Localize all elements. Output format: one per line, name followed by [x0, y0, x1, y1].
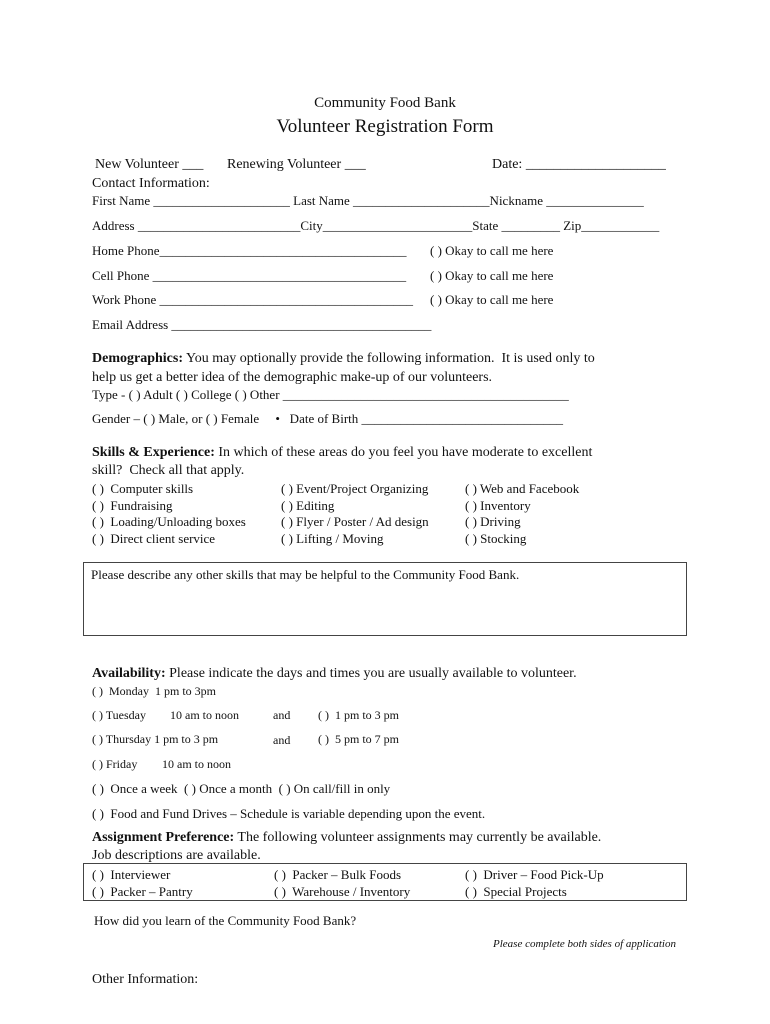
- footer-note: Please complete both sides of application: [493, 938, 676, 950]
- demographics-text-1: You may optionally provide the following information. It is used only to: [183, 351, 595, 366]
- work-phone-field[interactable]: Work Phone _______________________________________: [92, 292, 414, 307]
- skill-option[interactable]: ( ) Direct client service: [92, 531, 216, 546]
- tuesday-option[interactable]: ( ) Tuesday: [92, 708, 147, 722]
- skill-option[interactable]: ( ) Editing: [281, 498, 335, 513]
- tuesday-and: and: [273, 708, 291, 722]
- org-name: Community Food Bank: [314, 95, 456, 111]
- email-field[interactable]: Email Address ________________________________________: [92, 317, 432, 332]
- renewing-volunteer-field[interactable]: Renewing Volunteer ___: [227, 157, 366, 172]
- assignment-option[interactable]: ( ) Packer – Bulk Foods: [274, 867, 402, 882]
- gender-dob-field[interactable]: Gender – ( ) Male, or ( ) Female • Date of Birth _______________________________: [92, 411, 564, 426]
- skill-option[interactable]: ( ) Flyer / Poster / Ad design: [281, 514, 429, 529]
- assignment-option[interactable]: ( ) Driver – Food Pick-Up: [465, 867, 604, 882]
- assignment-box: [83, 863, 687, 901]
- assignment-option[interactable]: ( ) Packer – Pantry: [92, 884, 193, 899]
- thursday-and: and: [273, 733, 291, 747]
- skill-option[interactable]: ( ) Driving: [465, 514, 521, 529]
- friday-option[interactable]: ( ) Friday: [92, 757, 138, 771]
- skill-option[interactable]: ( ) Fundraising: [92, 498, 173, 513]
- address-field[interactable]: Address _________________________City_______________________State _________ Zip____________: [92, 218, 660, 233]
- thursday-alt-option[interactable]: ( ) 5 pm to 7 pm: [318, 732, 399, 746]
- assignment-option[interactable]: ( ) Special Projects: [465, 884, 567, 899]
- other-skills-box[interactable]: [83, 562, 687, 636]
- other-info-heading: Other Information:: [92, 972, 199, 987]
- name-field[interactable]: First Name _____________________ Last Name _____________________Nickname _______________: [92, 193, 644, 208]
- demographics-paragraph: [92, 352, 595, 366]
- skills-text-2: skill? Check all that apply.: [92, 463, 245, 478]
- skills-paragraph: [92, 446, 592, 460]
- home-phone-ok-checkbox[interactable]: ( ) Okay to call me here: [430, 243, 554, 258]
- type-field[interactable]: Type - ( ) Adult ( ) College ( ) Other ____________________________________________: [92, 387, 569, 402]
- skill-option[interactable]: ( ) Event/Project Organizing: [281, 481, 429, 496]
- skills-heading: Skills & Experience:: [92, 445, 215, 460]
- skill-option[interactable]: ( ) Loading/Unloading boxes: [92, 514, 246, 529]
- assignment-option[interactable]: ( ) Warehouse / Inventory: [274, 884, 411, 899]
- skill-option[interactable]: ( ) Lifting / Moving: [281, 531, 384, 546]
- contact-heading: Contact Information:: [92, 176, 210, 191]
- skill-option[interactable]: ( ) Inventory: [465, 498, 531, 513]
- availability-paragraph: [92, 667, 577, 681]
- drives-option[interactable]: ( ) Food and Fund Drives – Schedule is variable depending upon the event.: [92, 806, 486, 821]
- frequency-options[interactable]: ( ) Once a week ( ) Once a month ( ) On call/fill in only: [92, 781, 391, 796]
- assignment-option[interactable]: ( ) Interviewer: [92, 867, 171, 882]
- thursday-option[interactable]: ( ) Thursday 1 pm to 3 pm: [92, 732, 219, 746]
- tuesday-alt-option[interactable]: ( ) 1 pm to 3 pm: [318, 708, 399, 722]
- other-skills-prompt: Please describe any other skills that may be helpful to the Community Food Bank.: [91, 567, 520, 582]
- tuesday-time: 10 am to noon: [170, 708, 239, 722]
- assignment-paragraph: [92, 831, 601, 845]
- work-phone-ok-checkbox[interactable]: ( ) Okay to call me here: [430, 292, 554, 307]
- home-phone-field[interactable]: Home Phone______________________________________: [92, 243, 407, 258]
- demographics-text-2: help us get a better idea of the demographic make-up of our volunteers.: [92, 370, 493, 385]
- assignment-text-2: Job descriptions are available.: [92, 848, 261, 863]
- skills-text-1: In which of these areas do you feel you have moderate to excellent: [214, 445, 593, 460]
- skill-option[interactable]: ( ) Stocking: [465, 531, 527, 546]
- cell-phone-ok-checkbox[interactable]: ( ) Okay to call me here: [430, 268, 554, 283]
- new-volunteer-field[interactable]: New Volunteer ___: [95, 157, 204, 172]
- monday-option[interactable]: ( ) Monday 1 pm to 3pm: [92, 684, 216, 698]
- assignment-text-1: The following volunteer assignments may currently be available.: [234, 830, 602, 845]
- demographics-heading: Demographics:: [92, 351, 183, 366]
- skill-option[interactable]: ( ) Computer skills: [92, 481, 194, 496]
- assignment-heading: Assignment Preference:: [92, 830, 235, 845]
- learn-prompt: How did you learn of the Community Food Bank?: [94, 913, 357, 928]
- availability-text: Please indicate the days and times you are usually available to volunteer.: [165, 666, 577, 681]
- friday-time: 10 am to noon: [162, 757, 231, 771]
- availability-heading: Availability:: [92, 666, 166, 681]
- form-title: Volunteer Registration Form: [276, 116, 494, 137]
- date-field[interactable]: Date: ____________________: [492, 157, 666, 172]
- skill-option[interactable]: ( ) Web and Facebook: [465, 481, 580, 496]
- cell-phone-field[interactable]: Cell Phone _______________________________________: [92, 268, 407, 283]
